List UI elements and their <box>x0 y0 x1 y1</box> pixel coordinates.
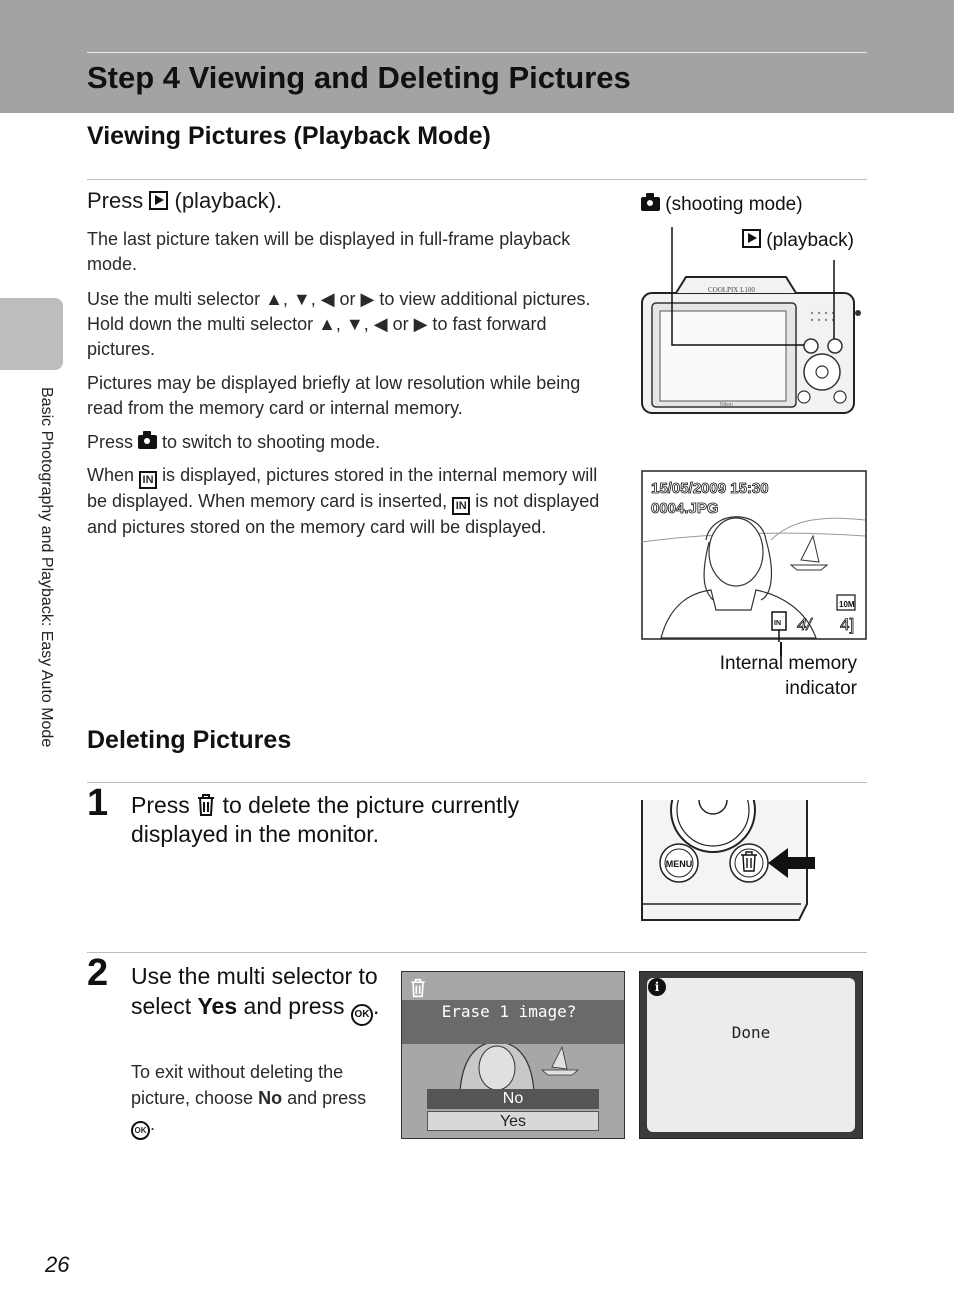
header-rule <box>87 52 867 53</box>
option-no[interactable]: No <box>427 1089 599 1109</box>
info-icon: i <box>648 978 666 996</box>
deleting-heading: Deleting Pictures <box>87 726 292 754</box>
para-internal-memory: When IN is displayed, pictures stored in the internal memory will be displayed. When memory card is inserted, IN is not displayed and pictures stored on the memory card will be displayed. <box>87 465 600 537</box>
internal-memory-icon: IN <box>139 471 157 489</box>
internal-memory-caption: Internal memory indicator <box>719 653 857 699</box>
deleting-rule <box>87 782 867 783</box>
press-playback-instruction: Press (playback). <box>87 188 283 213</box>
done-screen <box>639 971 863 1139</box>
shooting-button <box>804 339 818 353</box>
svg-text:10M: 10M <box>839 600 855 609</box>
step-2-note: To exit without deleting the picture, choose No and press OK . <box>131 1059 383 1140</box>
internal-memory-icon: IN <box>452 497 470 515</box>
trash-icon <box>196 793 216 817</box>
erase-prompt-text: Erase 1 image? <box>441 1002 577 1021</box>
erase-confirm-screen <box>401 971 625 1139</box>
camera-logo: Nikon <box>720 402 733 408</box>
step-1-text: Press to delete the picture currently displayed in the monitor. <box>131 792 520 847</box>
para-multi-selector: Use the multi selector ▲, ▼, ◀ or ▶ to view additional pictures. Hold down the multi selector ▲, ▼, ◀ or ▶ to fast forward pictures. <box>87 289 591 359</box>
page-title: Step 4 Viewing and Deleting Pictures <box>87 60 631 95</box>
screen-frame-count: 4/ <box>797 615 812 634</box>
para-shooting-mode: Press to switch to shooting mode. <box>87 432 381 452</box>
screen-frame-total: 4] <box>840 615 855 634</box>
playback-callout: (playback) <box>742 229 854 252</box>
page-number: 26 <box>45 1252 70 1277</box>
chapter-tab <box>0 298 63 370</box>
chapter-tab-label: Basic Photography and Playback: Easy Auto Mode <box>38 387 55 748</box>
playback-icon <box>149 191 168 210</box>
para-last-picture: The last picture taken will be displayed in full-frame playback mode. <box>87 229 571 274</box>
playback-button <box>828 339 842 353</box>
camera-model-text: COOLPIX L100 <box>708 286 755 294</box>
option-yes[interactable]: Yes <box>427 1111 599 1131</box>
trash-icon <box>409 978 427 998</box>
ok-button-icon: OK <box>351 1004 373 1026</box>
svg-text:MENU: MENU <box>665 859 693 869</box>
shooting-mode-icon <box>641 197 660 211</box>
screen-datetime: 15/05/2009 15:30 <box>651 480 769 497</box>
viewing-heading: Viewing Pictures (Playback Mode) <box>87 122 491 150</box>
step-1-number: 1 <box>87 782 109 824</box>
page-header <box>0 0 954 113</box>
step-2-text: Use the multi selector to select Yes and press OK . <box>131 961 383 1026</box>
playback-screen-illustration <box>641 470 867 642</box>
shooting-mode-icon <box>138 435 157 449</box>
step-rule <box>87 952 867 953</box>
delete-button-illustration <box>641 800 817 924</box>
viewing-rule <box>87 179 867 180</box>
camera-back-illustration <box>636 225 866 420</box>
ok-button-icon: OK <box>131 1121 150 1140</box>
svg-text:IN: IN <box>774 620 781 627</box>
erase-prompt-bar <box>402 1000 625 1044</box>
para-low-resolution: Pictures may be displayed briefly at low resolution while being read from the memory card or internal memory. <box>87 373 581 418</box>
step-2-number: 2 <box>87 952 109 994</box>
done-message: Done <box>731 1023 771 1042</box>
screen-filename: 0004.JPG <box>651 500 719 517</box>
shooting-mode-callout: (shooting mode) <box>641 194 803 216</box>
